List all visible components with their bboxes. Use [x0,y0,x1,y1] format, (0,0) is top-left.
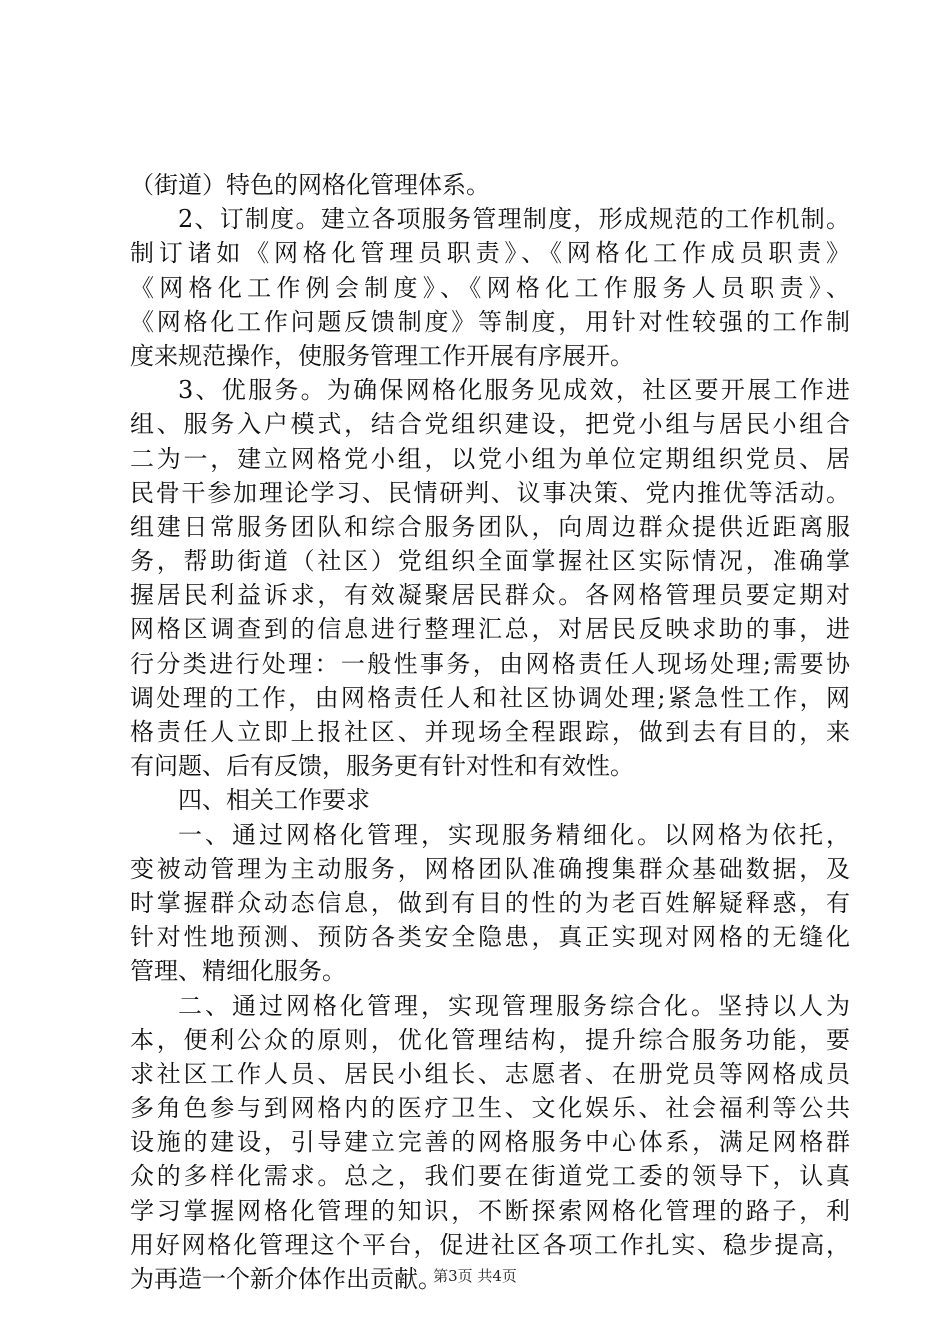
paragraph-line: 握居民利益诉求，有效凝聚居民群众。各网格管理员要定期对 [130,581,850,610]
paragraph-line: 调处理的工作，由网格责任人和社区协调处理;紧急性工作，网 [130,683,850,712]
paragraph-line: （街道）特色的网格化管理体系。 [130,171,490,199]
paragraph-line: 二、通过网格化管理，实现管理服务综合化。坚持以人为 [178,991,850,1020]
paragraph-line: 求社区工作人员、居民小组长、志愿者、在册党员等网格成员 [130,1059,850,1088]
paragraph-line: 务，帮助街道（社区）党组织全面掌握社区实际情况，准确掌 [130,547,850,576]
paragraph-line: 针对性地预测、预防各类安全隐患，真正实现对网格的无缝化 [130,923,850,952]
paragraph-line: 2、订制度。建立各项服务管理制度，形成规范的工作机制。 [178,205,850,234]
paragraph-line: 用好网格化管理这个平台，促进社区各项工作扎实、稳步提高， [130,1230,850,1259]
document-body [130,168,850,1296]
paragraph-line: 组建日常服务团队和综合服务团队，向周边群众提供近距离服 [130,512,850,541]
paragraph-line: 时掌握群众动态信息，做到有目的性的为老百姓解疑释惑，有 [130,888,850,917]
paragraph-line: 为再造一个新介体作出贡献。 [130,1265,442,1293]
paragraph-line: 变被动管理为主动服务，网格团队准确搜集群众基础数据，及 [130,854,850,883]
paragraph-line: 《网格化工作问题反馈制度》等制度，用针对性较强的工作制 [130,307,850,336]
paragraph-line: 度来规范操作，使服务管理工作开展有序展开。 [130,341,634,370]
page-footer [0,1266,950,1286]
paragraph-line: 民骨干参加理论学习、民情研判、议事决策、党内推优等活动。 [130,478,850,507]
section-heading: 四、相关工作要求 [178,786,370,815]
paragraph-line: 管理、精细化服务。 [130,957,346,986]
paragraph-line: 3、优服务。为确保网格化服务见成效，社区要开展工作进 [178,376,850,405]
paragraph-line: 设施的建设，引导建立完善的网格服务中心体系，满足网格群 [130,1128,850,1157]
page-indicator: 第3页 共4页 [433,1267,517,1285]
paragraph-line: 一、通过网格化管理，实现服务精细化。以网格为依托， [178,820,850,849]
paragraph-line: 制订诸如《网格化管理员职责》、《网格化工作成员职责》 [130,239,850,268]
paragraph-line: 行分类进行处理：一般性事务，由网格责任人现场处理;需要协 [130,649,850,678]
paragraph-line: 众的多样化需求。总之，我们要在街道党工委的领导下，认真 [130,1162,850,1191]
paragraph-line: 网格区调查到的信息进行整理汇总，对居民反映求助的事，进 [130,615,850,644]
paragraph-line: 多角色参与到网格内的医疗卫生、文化娱乐、社会福利等公共 [130,1094,850,1123]
paragraph-line: 组、服务入户模式，结合党组织建设，把党小组与居民小组合 [130,410,850,439]
paragraph-line: 《网格化工作例会制度》、《网格化工作服务人员职责》、 [130,273,850,302]
paragraph-line: 格责任人立即上报社区、并现场全程跟踪，做到去有目的，来 [130,718,850,746]
paragraph-line: 二为一，建立网格党小组，以党小组为单位定期组织党员、居 [130,444,850,473]
paragraph-line: 有问题、后有反馈，服务更有针对性和有效性。 [130,752,634,781]
paragraph-line: 学习掌握网格化管理的知识，不断探索网格化管理的路子，利 [130,1196,850,1225]
paragraph-line: 本，便利公众的原则，优化管理结构，提升综合服务功能，要 [130,1025,850,1054]
